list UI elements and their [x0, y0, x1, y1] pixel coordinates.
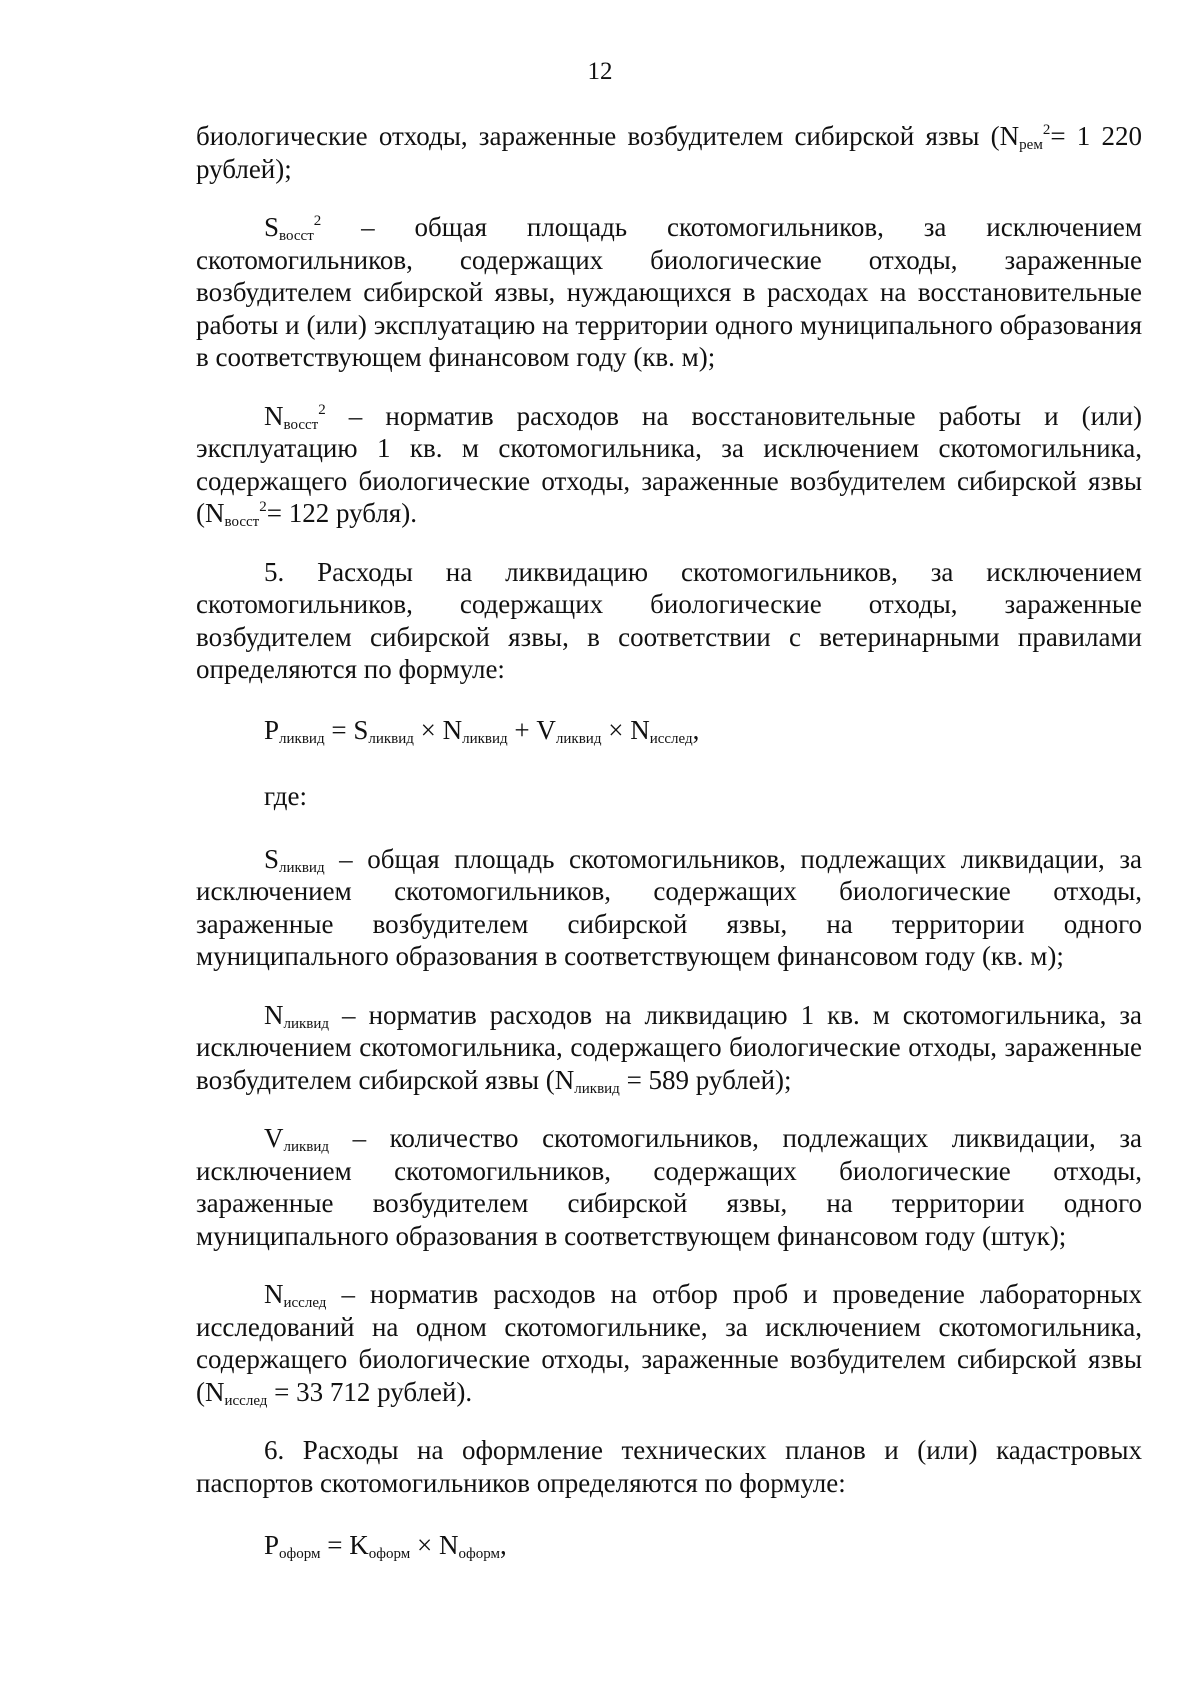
paragraph-5-liquidation: 5. Расходы на ликвидацию скотомогильников, за исключением скотомогильников, содержащих биологические отходы, зараженные возбудителем сибирской язвы, в соответствии с ветеринарными правилами определяются по формуле:: [196, 556, 1142, 684]
where-label: где:: [264, 781, 307, 811]
definition-s-likvid: $S_{ликвид}$ – общая площадь скотомогильников, подлежащих ликвидации, за исключением скотомогильников, содержащих биологические отходы, зараженные возбудителем сибирской язвы, на территории одного муниципального образования в соответствующем финансовом году (кв. м);: [196, 843, 1142, 971]
paragraph-6-registration: 6. Расходы на оформление технических планов и (или) кадастровых паспортов скотомогильников определяются по формуле:: [196, 1435, 1142, 1498]
definition-n-vosst: $N_{восст}^2$ – норматив расходов на восстановительные работы и (или) эксплуатацию 1 кв. м скотомогильника, за исключением скотомогильника, содержащего биологические отходы, зараженные возбудителем сибирской язвы ($N_{восст}^2= 122$ рубля).: [196, 400, 1142, 530]
definition-v-likvid: $V_{ликвид}$ – количество скотомогильников, подлежащих ликвидации, за исключением скотомогильников, содержащих биологические отходы, зараженные возбудителем сибирской язвы, на территории одного муниципального образования в соответствующем финансовом году (штук);: [196, 1123, 1142, 1251]
formula-liquidation: $P_{ликвид} = S_{ликвид} \times N_{ликвид} + V_{ликвид} \times N_{исслед}$,: [264, 714, 700, 747]
definition-n-issled: $N_{исслед}$ – норматив расходов на отбор проб и проведение лабораторных исследований на одном скотомогильнике, за исключением скотомогильника, содержащего биологические отходы, зараженные возбудителем сибирской язвы ($N_{исслед} = 33$ 712 рублей).: [196, 1279, 1142, 1409]
document-body: [196, 120, 1142, 1562]
formula-registration: $P_{оформ} = K_{оформ} \times N_{оформ}$,: [264, 1530, 507, 1562]
page-number: 12: [587, 58, 613, 85]
definition-n-likvid: $N_{ликвид}$ – норматив расходов на ликвидацию 1 кв. м скотомогильника, за исключением скотомогильника, содержащего биологические отходы, зараженные возбудителем сибирской язвы ($N_{ликвид} = 589$ рублей);: [196, 999, 1142, 1097]
definition-s-vosst: $S_{восст}^2$ – общая площадь скотомогильников, за исключением скотомогильников, содержащих биологические отходы, зараженные возбудителем сибирской язвы, нуждающихся в расходах на восстановительные работы и (или) эксплуатацию на территории одного муниципального образования в соответствующем финансовом году (кв. м);: [196, 212, 1142, 372]
paragraph-bio-waste-norm: биологические отходы, зараженные возбудителем сибирской язвы ($N_{рем}^2= 1$ 220 рублей);: [196, 121, 1142, 184]
